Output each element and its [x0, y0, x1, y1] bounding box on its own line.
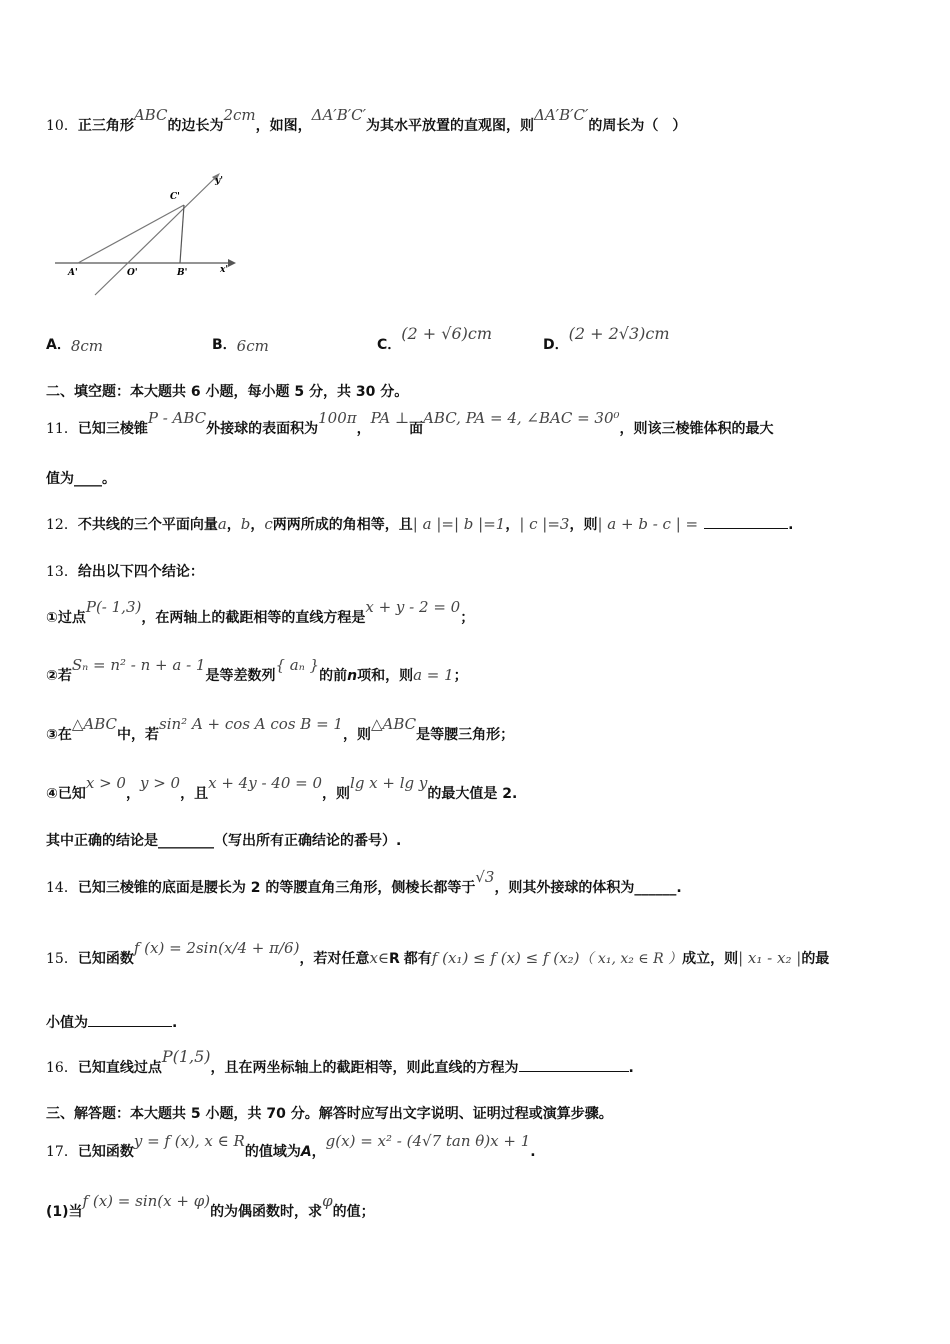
- question-number: 11．: [46, 421, 78, 437]
- math: y > 0: [139, 774, 181, 792]
- question-11-stem-cont: 值为____。: [46, 471, 116, 487]
- option-b[interactable]: B．6cm: [212, 337, 269, 355]
- math: b: [240, 515, 251, 533]
- question-10-stem: 10．正三角形ABC的边长为2cm，如图，ΔA′B′C′为其水平放置的直观图，则ΔA′B′C′的周长为（ ）: [46, 106, 687, 134]
- math: P - ABC: [147, 409, 207, 427]
- question-number: 13．: [46, 564, 78, 580]
- y-axis: [95, 175, 218, 295]
- math: | x₁ - x₂ |: [738, 949, 802, 967]
- math: ABC, PA = 4, ∠BAC = 30⁰: [423, 409, 620, 427]
- point-c-label: C': [170, 192, 180, 202]
- point-b-label: B': [177, 268, 188, 278]
- question-14-stem: 14．已知三棱锥的底面是腰长为 2 的等腰直角三角形，侧棱长都等于√3，则其外接球的体积为______.: [46, 868, 682, 896]
- math: | a |=| b |=1: [412, 515, 506, 533]
- section-heading-solutions: 三、解答题：本大题共 5 小题，共 70 分。解答时应写出文字说明、证明过程或演算步骤。: [46, 1106, 613, 1122]
- question-number: 12．: [46, 517, 78, 533]
- x-axis-label: x': [220, 265, 229, 275]
- question-15-stem-cont: 小值为 .: [46, 1015, 178, 1031]
- option-d[interactable]: D．(2 + 2√3)cm: [543, 324, 670, 353]
- question-11-stem: 11．已知三棱锥P - ABC外接球的表面积为100π，PA ⊥面ABC, PA = 4, ∠BAC = 30⁰，则该三棱锥体积的最大: [46, 409, 774, 437]
- statement-3: ③在△ABC中，若sin² A + cos A cos B = 1，则△ABC是等腰三角形；: [46, 715, 515, 743]
- option-c[interactable]: C．(2 + √6)cm: [377, 324, 493, 353]
- question-number: 15．: [46, 951, 78, 967]
- statement-4: ④已知x > 0，y > 0，且x + 4y - 40 = 0，则lg x + lg y的最大值是 2.: [46, 774, 518, 802]
- math: Sₙ = n² - n + a - 1: [71, 656, 206, 674]
- math: x > 0: [85, 774, 126, 792]
- math: { aₙ }: [275, 656, 320, 674]
- math: PA ⊥: [370, 409, 410, 427]
- question-13-conclusion: 其中正确的结论是________（写出所有正确结论的番号）.: [46, 833, 402, 849]
- math: a = 1: [413, 666, 454, 684]
- section-heading-fill-in: 二、填空题：本大题共 6 小题，每小题 5 分，共 30 分。: [46, 384, 409, 400]
- math: （ x₁, x₂ ∈ R ）: [579, 951, 683, 967]
- math: √3: [475, 868, 495, 886]
- math: g(x) = x² - (4√7 tan θ)x + 1: [325, 1132, 531, 1150]
- math: x∈: [369, 949, 390, 967]
- question-17-part-1: (1)当f (x) = sin(x + φ)的为偶函数时，求φ的值；: [46, 1192, 375, 1220]
- math: P(1,5): [161, 1047, 211, 1066]
- question-16-stem: 16．已知直线过点P(1,5)，且在两坐标轴上的截距相等，则此直线的方程为 .: [46, 1047, 634, 1076]
- point-o-label: O': [127, 268, 138, 278]
- math: | a + b - c | =: [597, 515, 699, 533]
- math: △ABC: [71, 715, 118, 733]
- option-a[interactable]: A．8cm: [46, 337, 104, 355]
- question-13-stem: 13．给出以下四个结论：: [46, 564, 204, 580]
- math: ΔA′B′C′: [311, 106, 367, 124]
- math: c: [264, 515, 273, 533]
- question-12-stem: 12．不共线的三个平面向量a，b，c两两所成的角相等，且| a |=| b |=1，| c |=3，则| a + b - c | = .: [46, 515, 794, 533]
- question-17-stem: 17．已知函数y = f (x), x ∈ R的值域为A，g(x) = x² - (4√7 tan θ)x + 1.: [46, 1132, 536, 1160]
- math: | c |=3: [519, 515, 570, 533]
- question-number: 14．: [46, 880, 78, 896]
- answer-blank[interactable]: [519, 1059, 629, 1072]
- math: x + 4y - 40 = 0: [208, 774, 323, 792]
- math: ABC: [133, 106, 168, 124]
- math: x + y - 2 = 0: [365, 598, 461, 616]
- math: lg x + lg y: [350, 774, 428, 792]
- y-axis-label: y': [215, 176, 223, 186]
- math: f (x₁) ≤ f (x) ≤ f (x₂): [431, 949, 580, 967]
- answer-blank[interactable]: [88, 1014, 172, 1027]
- math: f (x) = 2sin(x/4 + π/6): [133, 939, 300, 957]
- math: △ABC: [370, 715, 417, 733]
- statement-1: ①过点P(- 1,3)，在两轴上的截距相等的直线方程是x + y - 2 = 0；: [46, 598, 475, 626]
- point-a-label: A': [68, 268, 78, 278]
- math: a: [217, 515, 227, 533]
- question-number: 17．: [46, 1144, 78, 1160]
- math: ΔA′B′C′: [534, 106, 589, 124]
- math: y = f (x), x ∈ R: [133, 1132, 245, 1150]
- math: f (x) = sin(x + φ): [82, 1192, 211, 1210]
- question-number: 10．: [46, 118, 78, 134]
- oblique-projection-figure: [50, 168, 240, 300]
- x-axis-arrow: [228, 259, 236, 267]
- answer-blank[interactable]: [704, 516, 788, 529]
- side-a-c: [78, 205, 184, 263]
- math: 2cm: [223, 106, 256, 124]
- math: φ: [322, 1192, 333, 1210]
- question-number: 16．: [46, 1060, 78, 1076]
- math: sin² A + cos A cos B = 1: [159, 715, 343, 733]
- question-15-stem: 15．已知函数f (x) = 2sin(x/4 + π/6)，若对任意x∈R 都有f (x₁) ≤ f (x) ≤ f (x₂)（ x₁, x₂ ∈ R ）成立，则| x₁ - x₂ |的最: [46, 939, 830, 967]
- math: P(- 1,3): [85, 598, 142, 616]
- side-c-b: [180, 205, 184, 263]
- statement-2: ②若Sₙ = n² - n + a - 1是等差数列{ aₙ }的前n项和，则a = 1；: [46, 656, 468, 684]
- math: 100π: [318, 409, 357, 427]
